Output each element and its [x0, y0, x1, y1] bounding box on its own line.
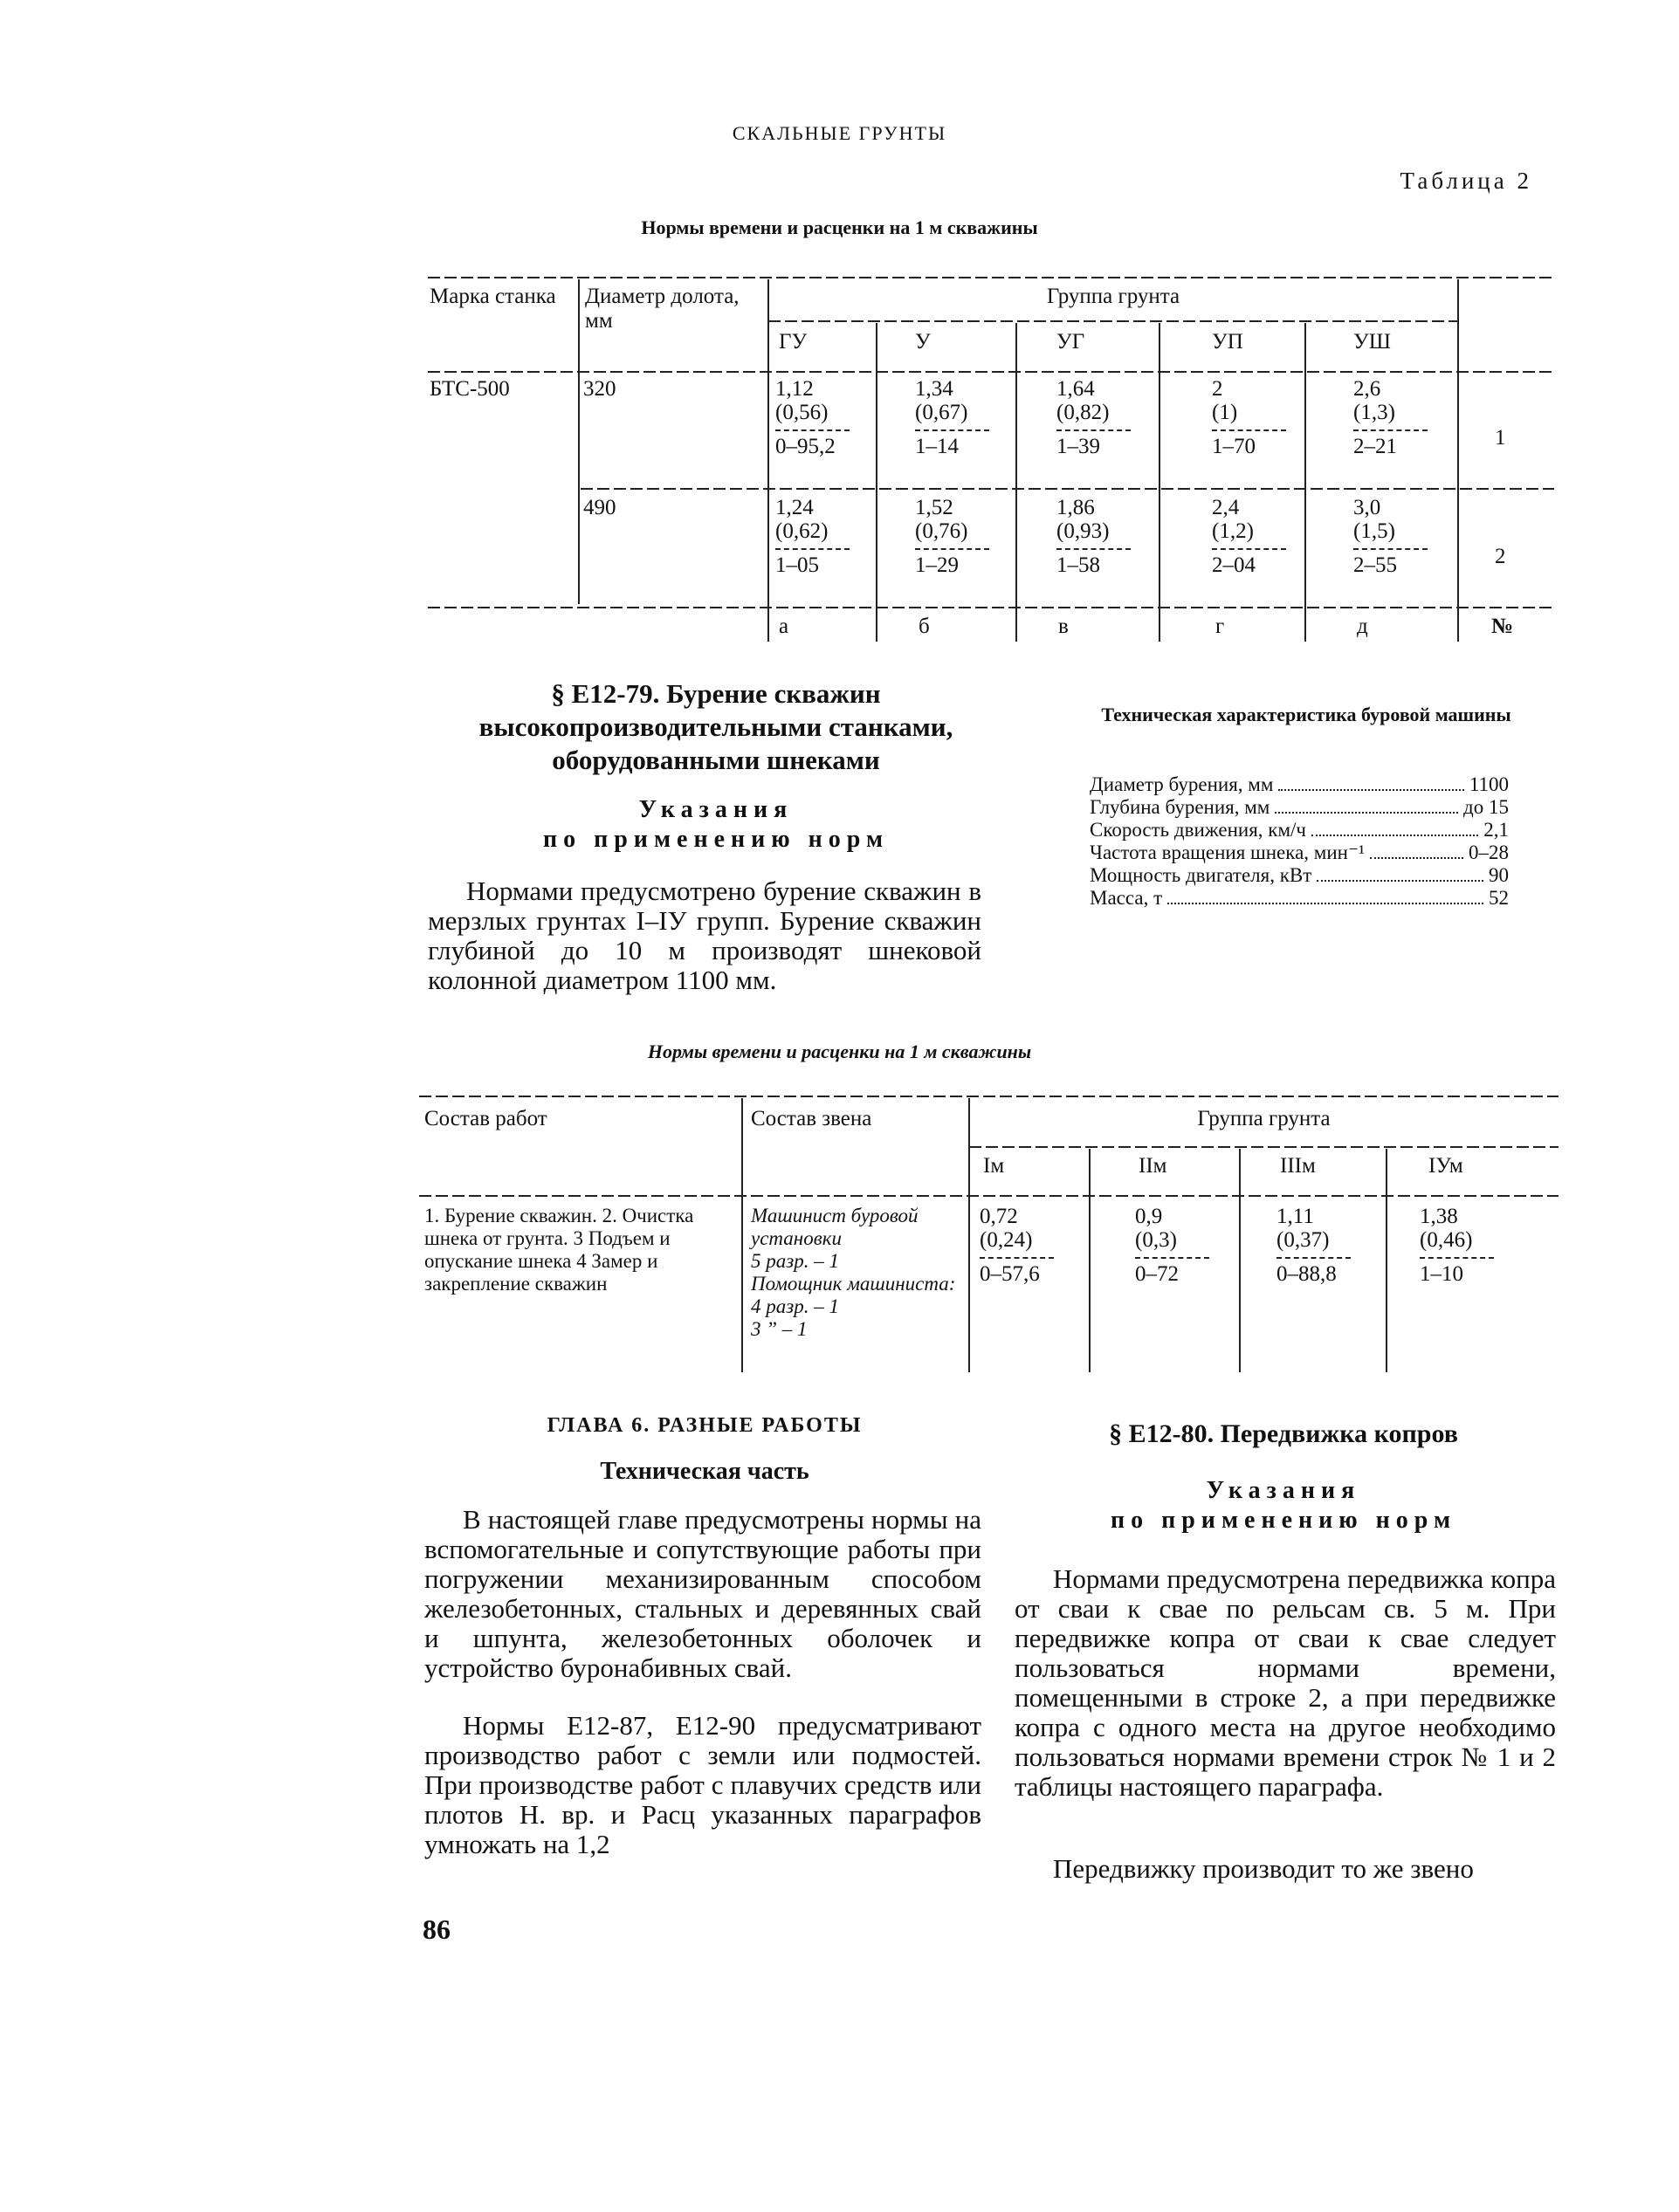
running-title: СКАЛЬНЫЕ ГРУНТЫ — [732, 122, 947, 144]
norm-cell: 1,52 (0,76) 1–29 — [915, 496, 989, 577]
instructions-heading: Указания — [1206, 1477, 1361, 1504]
column-letter: в — [1058, 615, 1069, 638]
table1-caption: Нормы времени и расценки на 1 м скважины — [641, 216, 1038, 238]
spec-row: Скорость движения, км/ч 2,1 — [1090, 819, 1509, 841]
norm-cell: 3,0 (1,5) 2–55 — [1353, 496, 1428, 577]
norm-cell: 1,86 (0,93) 1–58 — [1056, 496, 1131, 577]
instructions-subheading: по применению норм — [1110, 1507, 1457, 1534]
group-label: УП — [1212, 330, 1243, 354]
chapter6-paragraph-2: Нормы Е12-87, Е12-90 предусматривают производство работ с земли или подмостей. При производстве работ с плавучих средств или плотов Н. вр. и Расц указанных параграфов умножать на 1,2 — [424, 1710, 981, 1859]
spec-row: Масса, т 52 — [1090, 887, 1509, 909]
work-description: 1. Бурение скважин. 2. Очистка шнека от грунта. 3 Подъем и опускание шнека 4 Замер и закрепление скважин — [424, 1205, 694, 1295]
section-e1280-paragraph-2: Передвижку производит то же звено — [1053, 1853, 1474, 1884]
group-label: УГ — [1056, 330, 1085, 354]
norm-cell: 1,38 (0,46) 1–10 — [1420, 1205, 1494, 1286]
section-e1280-paragraph-1: Нормами предусмотрена передвижка копра от сваи к свае по рельсам св. 5 м. При передвижке копра от сваи к свае следует пользоваться нормами времени, помещенными в строке 2, а при передвижке копра с одного места на другое необходимо пользоваться нормами времени строк № 1 и 2 таблицы настоящего параграфа. — [1015, 1563, 1556, 1802]
group-label: УШ — [1353, 330, 1391, 354]
diameter-value: 320 — [583, 377, 616, 401]
column-letter: а — [779, 615, 789, 638]
crew-line: 5 разр. – 1 — [751, 1250, 839, 1272]
group-header: Группа грунта — [1046, 285, 1180, 308]
chapter6-subtitle: Техническая часть — [600, 1458, 809, 1485]
diameter-value: 490 — [583, 496, 616, 519]
norm-cell: 1,34 (0,67) 1–14 — [915, 377, 989, 458]
section-e1279-paragraph: Нормами предусмотрено бурение скважин в мерзлых грунтах I–IУ групп. Бурение скважин глубиной до 10 м производят шнековой колонной диаметром 1100 мм. — [428, 876, 981, 995]
group-label: IIIм — [1280, 1154, 1316, 1178]
section-e1279-title: § Е12-79. Бурение скважин высокопроизводительными станками, оборудованными шнеками — [478, 678, 953, 775]
instructions-subheading: по применению норм — [542, 826, 890, 853]
crew-line: Машинист буровой установки — [751, 1205, 919, 1249]
spec-title: Техническая характеристика буровой машины — [1101, 704, 1511, 725]
norm-cell: 1,64 (0,82) 1–39 — [1056, 377, 1131, 458]
column-letter: б — [919, 615, 930, 638]
norm-cell: 2,4 (1,2) 2–04 — [1212, 496, 1286, 577]
norm-cell: 1,11 (0,37) 0–88,8 — [1276, 1205, 1351, 1286]
crew-line: 4 разр. – 1 — [751, 1295, 839, 1317]
group-header: Группа грунта — [1197, 1107, 1331, 1130]
group-label: ГУ — [779, 330, 808, 354]
row-number-label: № — [1491, 615, 1514, 638]
row-number: 1 — [1495, 426, 1506, 450]
group-label: Iм — [983, 1154, 1005, 1178]
spec-row: Диаметр бурения, мм 1100 — [1090, 773, 1509, 795]
norm-cell: 2,6 (1,3) 2–21 — [1353, 377, 1428, 458]
group-label: У — [915, 330, 931, 354]
col-machine-header: Марка станка — [430, 285, 556, 308]
col-diameter-header: Диаметр долота, мм — [585, 285, 740, 333]
crew-composition — [751, 1205, 965, 1341]
table2-caption: Нормы времени и расценки на 1 м скважины — [647, 1041, 1032, 1062]
spec-row: Мощность двигателя, кВт 90 — [1090, 864, 1509, 886]
norm-cell: 0,9 (0,3) 0–72 — [1135, 1205, 1209, 1286]
col-crew-header: Состав звена — [751, 1107, 872, 1130]
norm-cell: 2 (1) 1–70 — [1212, 377, 1286, 458]
page-number: 86 — [423, 1913, 451, 1945]
column-letter: д — [1357, 615, 1368, 638]
spec-row: Глубина бурения, мм до 15 — [1090, 796, 1509, 818]
machine-name: БТС-500 — [430, 377, 510, 401]
chapter6-paragraph-1: В настоящей главе предусмотрены нормы на вспомогательные и сопутствующие работы при погружении механизированным способом железобетонных, стальных и деревянных свай и шпунта, железобетонных оболочек и устройство буронабивных свай. — [424, 1504, 981, 1683]
crew-line: 3 ” – 1 — [751, 1318, 808, 1340]
column-letter: г — [1215, 615, 1225, 638]
spec-list — [1090, 773, 1509, 910]
spec-row: Частота вращения шнека, мин⁻¹ 0–28 — [1090, 842, 1509, 863]
crew-line: Помощник машиниста: — [751, 1273, 956, 1295]
norm-cell: 1,24 (0,62) 1–05 — [775, 496, 850, 577]
instructions-heading: Указания — [638, 796, 794, 823]
group-label: IУм — [1428, 1154, 1463, 1178]
group-label: IIм — [1139, 1154, 1167, 1178]
row-number: 2 — [1495, 545, 1506, 568]
norm-cell: 1,12 (0,56) 0–95,2 — [775, 377, 850, 458]
col-work-header: Состав работ — [424, 1107, 547, 1130]
chapter6-title: ГЛАВА 6. РАЗНЫЕ РАБОТЫ — [547, 1414, 863, 1437]
table-number: Таблица 2 — [1400, 168, 1532, 194]
norm-cell: 0,72 (0,24) 0–57,6 — [980, 1205, 1054, 1286]
section-e1280-title: § Е12-80. Передвижка копров — [1109, 1419, 1458, 1448]
